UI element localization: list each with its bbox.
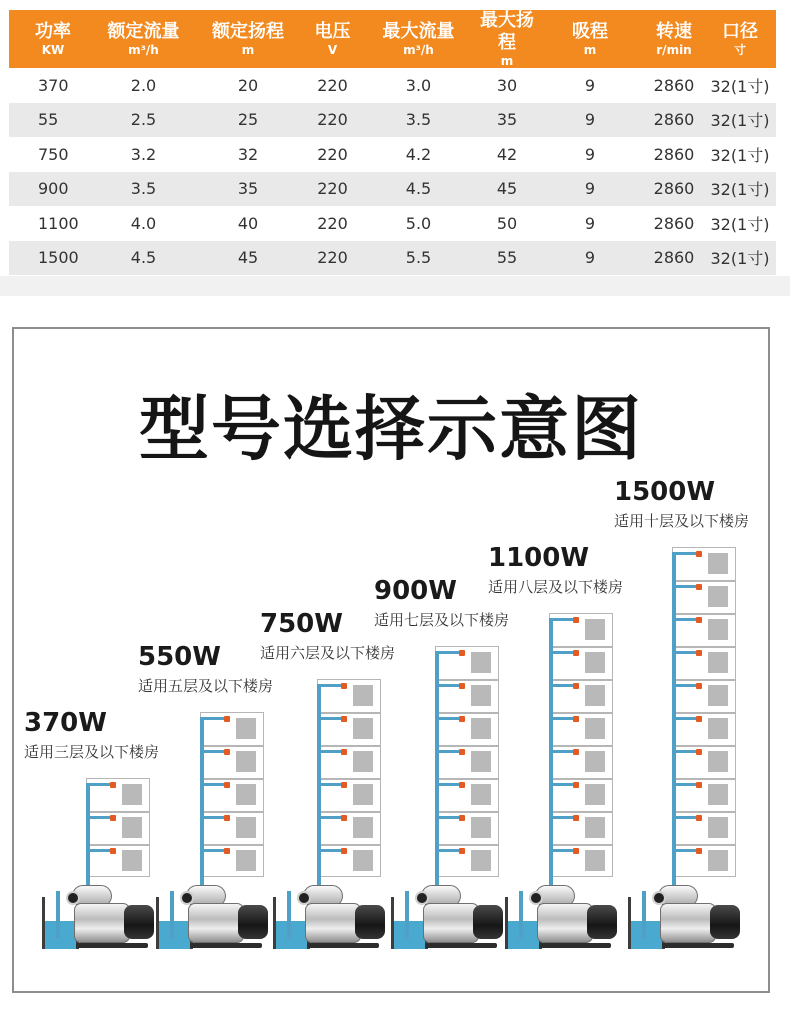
building	[200, 712, 264, 877]
window	[585, 718, 605, 739]
water-tap	[696, 848, 702, 854]
table-cell: 9	[584, 248, 596, 268]
window	[236, 718, 256, 739]
water-tap	[341, 815, 347, 821]
water-tap	[224, 848, 230, 854]
floor-line	[317, 712, 381, 714]
column-header-name: 功率	[35, 21, 71, 42]
water-pipe-riser	[200, 717, 204, 912]
water-tap	[110, 782, 116, 788]
window	[236, 751, 256, 772]
water-tap	[573, 749, 579, 755]
water-tap	[459, 782, 465, 788]
column-header-unit: r/min	[656, 43, 692, 57]
floor-line	[549, 778, 613, 780]
window	[585, 751, 605, 772]
column-header-unit: V	[327, 43, 338, 57]
table-cell: 20	[237, 75, 259, 95]
model-usage-note: 适用十层及以下楼房	[614, 512, 750, 530]
table-cell: 1100	[38, 213, 79, 233]
floor-line	[435, 811, 499, 813]
water-tap	[696, 782, 702, 788]
table-cell: 25	[237, 110, 259, 130]
water-tap	[224, 749, 230, 755]
column-header	[359, 10, 478, 68]
window	[471, 817, 491, 838]
table-cell: 2860	[653, 110, 695, 130]
table-cell: 9	[584, 110, 596, 130]
window	[236, 784, 256, 805]
water-tap	[224, 716, 230, 722]
window	[708, 685, 728, 706]
spec-table	[9, 10, 776, 275]
model-usage-note: 适用六层及以下楼房	[260, 644, 396, 662]
column-header	[478, 10, 536, 68]
building	[317, 679, 381, 877]
floor-line	[672, 646, 736, 648]
water-tap	[696, 749, 702, 755]
water-pipe-riser	[435, 651, 439, 912]
pump-motor	[124, 905, 154, 939]
spec-table-header	[9, 10, 776, 68]
table-cell: 5.0	[405, 213, 432, 233]
floor-line	[549, 745, 613, 747]
table-cell: 32	[237, 144, 259, 164]
table-cell: 40	[237, 213, 259, 233]
floor-line	[549, 844, 613, 846]
pump-base	[76, 943, 148, 948]
pump-motor	[355, 905, 385, 939]
column-header-unit: m³/h	[128, 43, 159, 57]
table-cell: 9	[584, 213, 596, 233]
suction-pipe	[287, 891, 291, 939]
window	[471, 850, 491, 871]
column-header	[190, 10, 306, 68]
column-header-unit: m	[241, 43, 255, 57]
floor-line	[435, 778, 499, 780]
table-cell: 9	[584, 144, 596, 164]
pump-image	[66, 885, 158, 949]
table-cell: 32(1寸)	[710, 214, 770, 234]
window	[708, 718, 728, 739]
model-usage-note: 适用五层及以下楼房	[138, 677, 274, 695]
column-header-unit: KW	[41, 43, 65, 57]
water-tap	[110, 848, 116, 854]
table-cell: 2860	[653, 213, 695, 233]
water-tap	[696, 815, 702, 821]
pump-image	[652, 885, 744, 949]
table-cell: 32(1寸)	[710, 180, 770, 200]
pump-body	[660, 903, 716, 943]
water-tap	[573, 848, 579, 854]
column-header	[644, 10, 704, 68]
column-header	[704, 10, 776, 68]
window	[471, 784, 491, 805]
window	[353, 751, 373, 772]
water-tap	[459, 683, 465, 689]
pump-motor	[238, 905, 268, 939]
pump-image	[529, 885, 621, 949]
pump-image	[297, 885, 389, 949]
table-cell: 4.2	[405, 144, 432, 164]
floor-line	[200, 811, 264, 813]
window	[708, 751, 728, 772]
table-row	[9, 68, 776, 103]
table-cell: 370	[38, 75, 69, 95]
window	[708, 553, 728, 574]
table-cell: 3.5	[130, 179, 157, 199]
floor-line	[549, 646, 613, 648]
water-tap	[696, 551, 702, 557]
floor-line	[317, 844, 381, 846]
water-tap	[224, 782, 230, 788]
water-tap	[459, 749, 465, 755]
table-cell: 32(1寸)	[710, 111, 770, 131]
column-header	[9, 10, 97, 68]
column-header-name: 最大扬程	[480, 10, 534, 53]
pump-base	[662, 943, 734, 948]
pump-body	[537, 903, 593, 943]
table-cell: 220	[317, 144, 348, 164]
model-usage-note: 适用七层及以下楼房	[374, 611, 510, 629]
pump-base	[307, 943, 379, 948]
window	[122, 784, 142, 805]
table-cell: 3.2	[130, 144, 157, 164]
water-pipe-riser	[672, 552, 676, 912]
window	[353, 850, 373, 871]
water-tap	[459, 716, 465, 722]
water-tap	[341, 716, 347, 722]
window	[708, 586, 728, 607]
column-header-name: 转速	[656, 21, 692, 42]
model-wattage: 900W	[374, 576, 457, 606]
water-pipe-riser	[317, 684, 321, 912]
water-tap	[696, 650, 702, 656]
water-tap	[341, 749, 347, 755]
floor-line	[200, 778, 264, 780]
floor-line	[672, 679, 736, 681]
column-header-name: 电压	[314, 21, 351, 42]
water-tap	[573, 650, 579, 656]
suction-pipe	[519, 891, 523, 939]
table-cell: 750	[38, 144, 69, 164]
floor-line	[672, 745, 736, 747]
window	[708, 619, 728, 640]
spec-table-body	[9, 68, 776, 275]
model-wattage: 550W	[138, 642, 221, 672]
table-cell: 55	[496, 248, 518, 268]
floor-line	[86, 811, 150, 813]
table-cell: 1500	[38, 248, 79, 268]
model-label	[614, 477, 749, 531]
column-header-unit: m	[583, 43, 597, 57]
diagram-title: 型号选择示意图	[139, 388, 643, 470]
floor-line	[435, 712, 499, 714]
table-cell: 2.5	[130, 110, 157, 130]
pump-motor	[587, 905, 617, 939]
column-header-unit: 寸	[733, 43, 746, 57]
column-header-name: 额定流量	[107, 21, 180, 42]
floor-line	[435, 679, 499, 681]
table-cell: 32(1寸)	[710, 76, 770, 96]
table-cell: 220	[317, 213, 348, 233]
table-cell: 5.5	[405, 248, 432, 268]
window	[353, 685, 373, 706]
floor-line	[672, 844, 736, 846]
window	[585, 619, 605, 640]
pump-base	[539, 943, 611, 948]
window	[471, 652, 491, 673]
water-tap	[696, 716, 702, 722]
window	[236, 817, 256, 838]
pump-motor	[473, 905, 503, 939]
table-cell: 32(1寸)	[710, 249, 770, 269]
model-label	[138, 642, 273, 696]
pump-base	[190, 943, 262, 948]
table-row	[9, 103, 776, 138]
table-cell: 220	[317, 75, 348, 95]
window	[708, 850, 728, 871]
column-header-name: 口径	[722, 21, 758, 42]
pump-base	[425, 943, 497, 948]
water-tap	[341, 782, 347, 788]
table-cell: 220	[317, 110, 348, 130]
floor-line	[672, 580, 736, 582]
table-cell: 9	[584, 179, 596, 199]
window	[585, 652, 605, 673]
window	[471, 751, 491, 772]
table-row	[9, 241, 776, 276]
table-cell: 3.0	[405, 75, 432, 95]
model-usage-note: 适用八层及以下楼房	[488, 578, 624, 596]
water-tap	[573, 683, 579, 689]
suction-pipe	[405, 891, 409, 939]
table-cell: 50	[496, 213, 518, 233]
table-cell: 900	[38, 179, 69, 199]
building	[549, 613, 613, 877]
water-tap	[696, 683, 702, 689]
pump-body	[74, 903, 130, 943]
table-cell: 2860	[653, 248, 695, 268]
suction-pipe	[170, 891, 174, 939]
column-header	[97, 10, 190, 68]
building	[86, 778, 150, 877]
column-header-name: 吸程	[572, 21, 608, 42]
column-header-unit: m³/h	[403, 43, 434, 57]
window	[585, 850, 605, 871]
floor-line	[549, 811, 613, 813]
table-cell: 220	[317, 248, 348, 268]
model-wattage: 1500W	[614, 477, 716, 507]
table-cell: 220	[317, 179, 348, 199]
table-cell: 3.5	[405, 110, 432, 130]
floor-line	[549, 679, 613, 681]
table-cell: 2860	[653, 75, 695, 95]
model-selection-diagram	[12, 327, 770, 993]
floor-line	[672, 811, 736, 813]
floor-line	[200, 745, 264, 747]
water-tap	[459, 815, 465, 821]
floor-line	[672, 613, 736, 615]
model-usage-note: 适用三层及以下楼房	[24, 743, 160, 761]
table-cell: 35	[496, 110, 518, 130]
window	[708, 784, 728, 805]
water-tap	[341, 683, 347, 689]
floor-line	[672, 778, 736, 780]
water-tap	[224, 815, 230, 821]
pump-image	[180, 885, 272, 949]
table-cell: 30	[496, 75, 518, 95]
table-cell: 35	[237, 179, 259, 199]
pump-body	[188, 903, 244, 943]
table-cell: 45	[496, 179, 518, 199]
model-label	[24, 708, 159, 762]
floor-line	[435, 745, 499, 747]
table-row	[9, 137, 776, 172]
column-header	[536, 10, 644, 68]
floor-line	[435, 844, 499, 846]
column-header-name: 额定扬程	[212, 21, 284, 42]
suction-pipe	[56, 891, 60, 939]
building	[672, 547, 736, 877]
floor-line	[317, 745, 381, 747]
table-cell: 9	[584, 75, 596, 95]
window	[585, 784, 605, 805]
water-pipe-riser	[549, 618, 553, 912]
water-tap	[341, 848, 347, 854]
water-tap	[573, 617, 579, 623]
floor-line	[200, 844, 264, 846]
water-tap	[459, 848, 465, 854]
suction-pipe	[642, 891, 646, 939]
table-row	[9, 206, 776, 241]
window	[585, 685, 605, 706]
window	[236, 850, 256, 871]
table-cell: 32(1寸)	[710, 145, 770, 165]
floor-line	[86, 844, 150, 846]
table-cell: 2.0	[130, 75, 157, 95]
floor-line	[317, 811, 381, 813]
window	[122, 817, 142, 838]
water-tap	[459, 650, 465, 656]
window	[353, 784, 373, 805]
window	[585, 817, 605, 838]
table-row	[9, 172, 776, 207]
model-wattage: 750W	[260, 609, 343, 639]
water-tap	[573, 716, 579, 722]
floor-line	[549, 712, 613, 714]
table-cell: 55	[38, 110, 59, 130]
table-cell: 4.5	[130, 248, 157, 268]
pump-motor	[710, 905, 740, 939]
pump-body	[305, 903, 361, 943]
window	[471, 685, 491, 706]
floor-line	[317, 778, 381, 780]
water-tap	[573, 782, 579, 788]
table-cell: 4.5	[405, 179, 432, 199]
water-tap	[696, 584, 702, 590]
building	[435, 646, 499, 877]
table-cell: 2860	[653, 179, 695, 199]
section-divider	[0, 276, 790, 296]
column-header-name: 最大流量	[382, 21, 455, 42]
table-cell: 42	[496, 144, 518, 164]
column-header	[306, 10, 359, 68]
model-wattage: 1100W	[488, 543, 590, 573]
water-tap	[110, 815, 116, 821]
table-cell: 4.0	[130, 213, 157, 233]
window	[708, 817, 728, 838]
pump-body	[423, 903, 479, 943]
window	[353, 817, 373, 838]
floor-line	[672, 712, 736, 714]
column-header-unit: m	[500, 54, 514, 68]
window	[708, 652, 728, 673]
table-cell: 2860	[653, 144, 695, 164]
window	[353, 718, 373, 739]
window	[122, 850, 142, 871]
water-tap	[573, 815, 579, 821]
pump-image	[415, 885, 507, 949]
window	[471, 718, 491, 739]
model-wattage: 370W	[24, 708, 107, 738]
table-cell: 45	[237, 248, 259, 268]
water-tap	[696, 617, 702, 623]
model-label	[488, 543, 623, 597]
